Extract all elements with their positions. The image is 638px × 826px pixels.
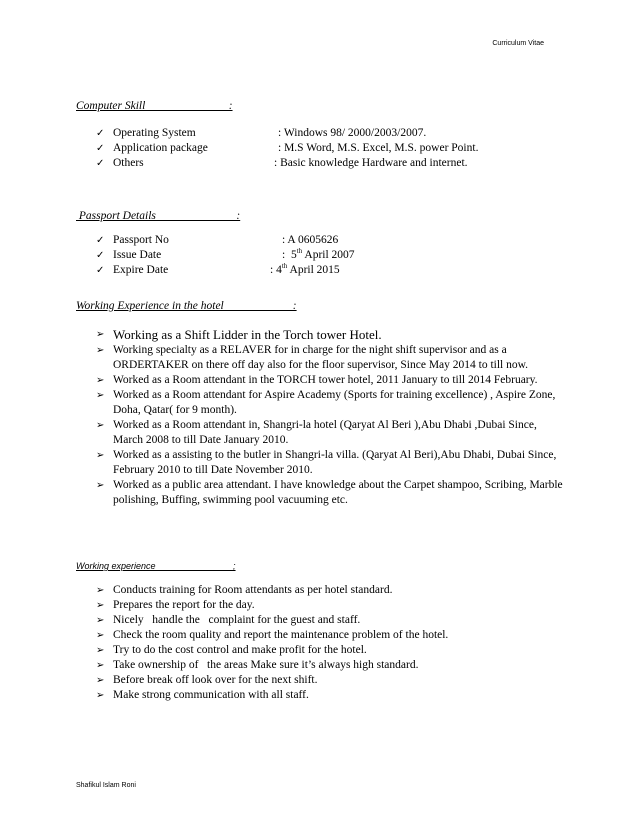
list-item: ➢ Worked as a Room attendant for Aspire Academy (Sports for training excellence) , Aspire Zone, Doha, Qatar( for 9 month). xyxy=(96,389,556,416)
arrow-bullet-icon: ➢ xyxy=(96,375,105,386)
arrow-bullet-icon: ➢ xyxy=(96,615,105,626)
check-icon: ✓ xyxy=(96,250,105,261)
list-item: ✓ Application package : M.S Word, M.S. Excel, M.S. power Point. xyxy=(96,142,479,154)
check-icon: ✓ xyxy=(96,235,105,246)
list-item: ➢ Prepares the report for the day. xyxy=(96,599,255,611)
arrow-bullet-icon: ➢ xyxy=(96,585,105,596)
arrow-bullet-icon: ➢ xyxy=(96,630,105,641)
list-item: ➢ Working as a Shift Lidder in the Torch tower Hotel. xyxy=(96,327,382,342)
arrow-bullet-icon: ➢ xyxy=(96,420,105,431)
passport-title: Passport Details : xyxy=(76,210,241,222)
list-item: ➢ Check the room quality and report the maintenance problem of the hotel. xyxy=(96,629,449,641)
list-item: ✓ Operating System : Windows 98/ 2000/2003/2007. xyxy=(96,127,427,139)
page-footer: Shafikul Islam Roni xyxy=(76,782,136,789)
arrow-bullet-icon: ➢ xyxy=(96,390,105,401)
work-hotel-list xyxy=(96,326,566,508)
arrow-bullet-icon: ➢ xyxy=(96,675,105,686)
work-hotel-title: Working Experience in the hotel : xyxy=(76,300,297,312)
list-item: ➢ Working specialty as a RELAVER for in charge for the night shift supervisor and as a ORDERTAKER on there off day also for the floor supervisor, Since May 2014 to till now. xyxy=(96,344,529,371)
arrow-bullet-icon: ➢ xyxy=(96,450,105,461)
list-item: ✓ Expire Date : 4th April 2015 xyxy=(96,262,340,276)
list-item: ➢ Nicely handle the complaint for the guest and staff. xyxy=(96,614,361,626)
list-item: ➢ Make strong communication with all staff. xyxy=(96,689,309,701)
arrow-bullet-icon: ➢ xyxy=(96,600,105,611)
computer-skill-title: Computer Skill : xyxy=(76,100,233,112)
page-header: Curriculum Vitae xyxy=(492,40,544,47)
list-item: ✓ Others : Basic knowledge Hardware and internet. xyxy=(96,157,468,169)
arrow-bullet-icon: ➢ xyxy=(96,329,105,340)
list-item: ✓ Passport No : A 0605626 xyxy=(96,234,339,246)
list-item: ➢ Worked as a public area attendant. I have knowledge about the Carpet shampoo, Scribing, Marble polishing, Buffing, swimming pool vacuuming etc. xyxy=(96,479,563,506)
check-icon: ✓ xyxy=(96,128,105,139)
arrow-bullet-icon: ➢ xyxy=(96,345,105,356)
check-icon: ✓ xyxy=(96,143,105,154)
check-icon: ✓ xyxy=(96,265,105,276)
arrow-bullet-icon: ➢ xyxy=(96,480,105,491)
check-icon: ✓ xyxy=(96,158,105,169)
arrow-bullet-icon: ➢ xyxy=(96,645,105,656)
list-item: ➢ Try to do the cost control and make profit for the hotel. xyxy=(96,644,367,656)
arrow-bullet-icon: ➢ xyxy=(96,690,105,701)
arrow-bullet-icon: ➢ xyxy=(96,660,105,671)
list-item: ➢ Before break off look over for the next shift. xyxy=(96,674,318,686)
list-item: ➢ Worked as a Room attendant in, Shangri-la hotel (Qaryat Al Beri ),Abu Dhabi ,Dubai Since, March 2008 to till Date January 2010. xyxy=(96,419,537,446)
list-item: ➢ Conducts training for Room attendants as per hotel standard. xyxy=(96,584,393,596)
list-item: ✓ Issue Date : 5th April 2007 xyxy=(96,247,355,261)
list-item: ➢ Worked as a Room attendant in the TORCH tower hotel, 2011 January to till 2014 February. xyxy=(96,374,538,386)
list-item: ➢ Worked as a assisting to the butler in Shangri-la villa. (Qaryat Al Beri),Abu Dhabi, Dubai Since, February 2010 to till Date November 2010. xyxy=(96,449,557,476)
passport-list xyxy=(96,233,355,278)
work-duties-list xyxy=(96,583,448,703)
work-duties-title: Working experience ; xyxy=(76,561,236,571)
list-item: ➢ Take ownership of the areas Make sure it’s always high standard. xyxy=(96,659,419,671)
computer-skill-list xyxy=(96,126,479,171)
